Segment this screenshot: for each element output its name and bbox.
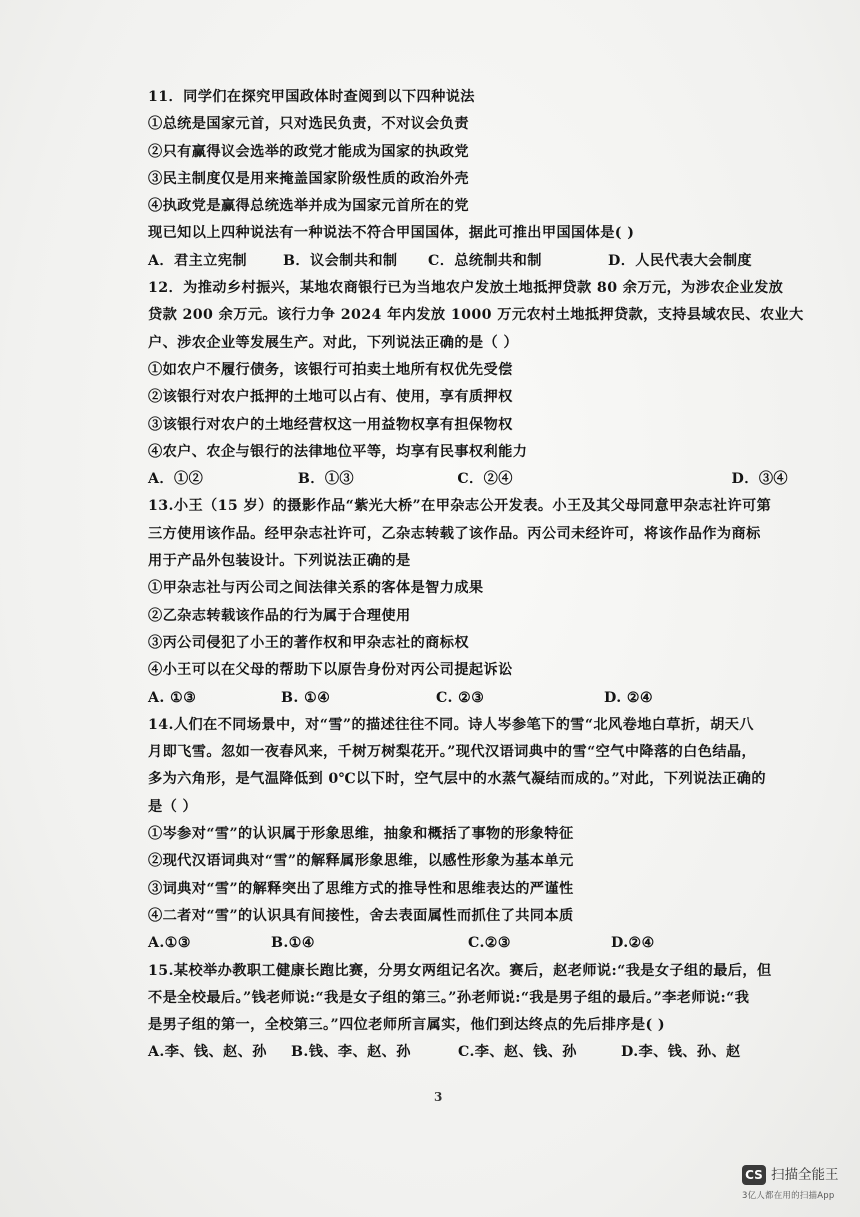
option-c: C．总统制共和制 — [428, 252, 542, 269]
option-b: B.①④ — [271, 935, 315, 952]
question-text-line: 不是全校最后。”钱老师说:“我是女子组的第三。”孙老师说:“我是男子组的最后。”李老师说:“我 — [148, 989, 750, 1006]
question-text-line: 14.人们在不同场景中，对“雪”的描述往往不同。诗人岑参笔下的雪“北风卷地白草折，胡天八 — [148, 716, 754, 733]
option-d: D.②④ — [611, 935, 655, 952]
answer-options — [148, 1039, 788, 1066]
option-b: B.钱、李、赵、孙 — [291, 1044, 411, 1061]
question-text-line: 13.小王（15 岁）的摄影作品“紫光大桥”在甲杂志公开发表。小王及其父母同意甲杂志社许可第 — [148, 498, 772, 515]
option-d: D．人民代表大会制度 — [608, 252, 752, 269]
statement-item: ④农户、农企与银行的法律地位平等，均享有民事权利能力 — [148, 443, 528, 460]
option-a: A.李、钱、赵、孙 — [148, 1044, 267, 1061]
question-text-line: 三方使用该作品。经甲杂志社许可，乙杂志转载了该作品。丙公司未经许可，将该作品作为商标 — [148, 525, 761, 542]
statement-item: ②该银行对农户抵押的土地可以占有、使用，享有质押权 — [148, 389, 513, 406]
answer-options — [148, 248, 788, 275]
option-a: A．①② — [148, 471, 204, 488]
statement-item: ②现代汉语词典对“雪”的解释属形象思维，以感性形象为基本单元 — [148, 853, 574, 870]
statement-item: ④二者对“雪”的认识具有间接性，舍去表面属性而抓住了共同本质 — [148, 907, 574, 924]
statement-item: ①岑参对“雪”的认识属于形象思维，抽象和概括了事物的形象特征 — [148, 826, 574, 843]
option-c: C．②④ — [457, 471, 513, 488]
statement-item: ①如农户不履行债务，该银行可拍卖土地所有权优先受偿 — [148, 361, 513, 378]
answer-options — [148, 466, 788, 493]
scanner-watermark — [742, 1163, 852, 1207]
answer-options — [148, 685, 788, 712]
watermark-app-name: 扫描全能王 — [771, 1167, 839, 1183]
question-text-line: 多为六角形，是气温降低到 0℃以下时，空气层中的水蒸气凝结而成的。”对此，下列说法正确的 — [148, 771, 766, 788]
option-a: A．君主立宪制 — [148, 252, 247, 269]
question-text-line: 贷款 200 余万元。该行力争 2024 年内发放 1000 万元农村土地抵押贷款，支持县域农民、农业大 — [148, 307, 804, 324]
option-d: D. ②④ — [604, 689, 654, 706]
question-text-line: 户、涉农企业等发展生产。对此，下列说法正确的是（ ） — [148, 334, 519, 351]
exam-content — [148, 84, 804, 1067]
statement-item: ②只有赢得议会选举的政党才能成为国家的执政党 — [148, 143, 469, 160]
answer-options — [148, 930, 788, 957]
option-b: B．议会制共和制 — [283, 252, 398, 269]
statement-item: ②乙杂志转载该作品的行为属于合理使用 — [148, 607, 411, 624]
question-text-line: 是（ ） — [148, 798, 198, 815]
option-b: B. ①④ — [281, 689, 331, 706]
question-text-line: 月即飞雪。忽如一夜春风来，千树万树梨花开。”现代汉语词典中的雪“空气中降落的白色结晶， — [148, 744, 757, 761]
option-c: C.②③ — [468, 935, 512, 952]
statement-item: ①甲杂志社与丙公司之间法律关系的客体是智力成果 — [148, 580, 484, 597]
watermark-tagline: 3亿人都在用的扫描App — [742, 1191, 835, 1201]
question-text-line: 15.某校举办教职工健康长跑比赛，分男女两组记名次。赛后，赵老师说:“我是女子组的最后，但 — [148, 962, 772, 979]
option-d: D．③④ — [731, 471, 788, 488]
question-text-line: 用于产品外包装设计。下列说法正确的是 — [148, 553, 411, 570]
option-b: B．①③ — [297, 471, 354, 488]
statement-item: ③民主制度仅是用来掩盖国家阶级性质的政治外壳 — [148, 170, 469, 187]
camscanner-logo-icon: CS — [742, 1165, 766, 1185]
statement-item: ③丙公司侵犯了小王的著作权和甲杂志社的商标权 — [148, 634, 469, 651]
option-c: C.李、赵、钱、孙 — [458, 1044, 577, 1061]
statement-item: ④执政党是赢得总统选举并成为国家元首所在的党 — [148, 198, 469, 215]
statement-item: ③该银行对农户的土地经营权这一用益物权享有担保物权 — [148, 416, 513, 433]
question-13 — [148, 493, 788, 711]
option-c: C. ②③ — [436, 689, 485, 706]
statement-item: ①总统是国家元首，只对选民负责，不对议会负责 — [148, 116, 469, 133]
option-a: A. ①③ — [148, 689, 197, 706]
question-head: 11．同学们在探究甲国政体时查阅到以下四种说法 — [148, 89, 475, 105]
page-number: 3 — [434, 1090, 443, 1104]
question-15 — [148, 958, 788, 1067]
statement-item: ④小王可以在父母的帮助下以原告身份对丙公司提起诉讼 — [148, 662, 513, 679]
question-11 — [148, 84, 788, 275]
question-text-line: 12．为推动乡村振兴，某地农商银行已为当地农户发放土地抵押贷款 80 余万元，为涉农企业发放 — [148, 280, 784, 297]
option-d: D.李、钱、孙、赵 — [621, 1044, 741, 1061]
option-a: A.①③ — [148, 935, 191, 952]
question-text-line: 是男子组的第一，全校第三。”四位老师所言属实，他们到达终点的先后排序是( ) — [148, 1017, 666, 1034]
question-14 — [148, 712, 788, 958]
statement-item: ③词典对“雪”的解释突出了思维方式的推导性和思维表达的严谨性 — [148, 880, 574, 897]
question-12 — [148, 275, 804, 493]
question-stem: 现已知以上四种说法有一种说法不符合甲国国体，据此可推出甲国国体是( ) — [148, 225, 635, 242]
